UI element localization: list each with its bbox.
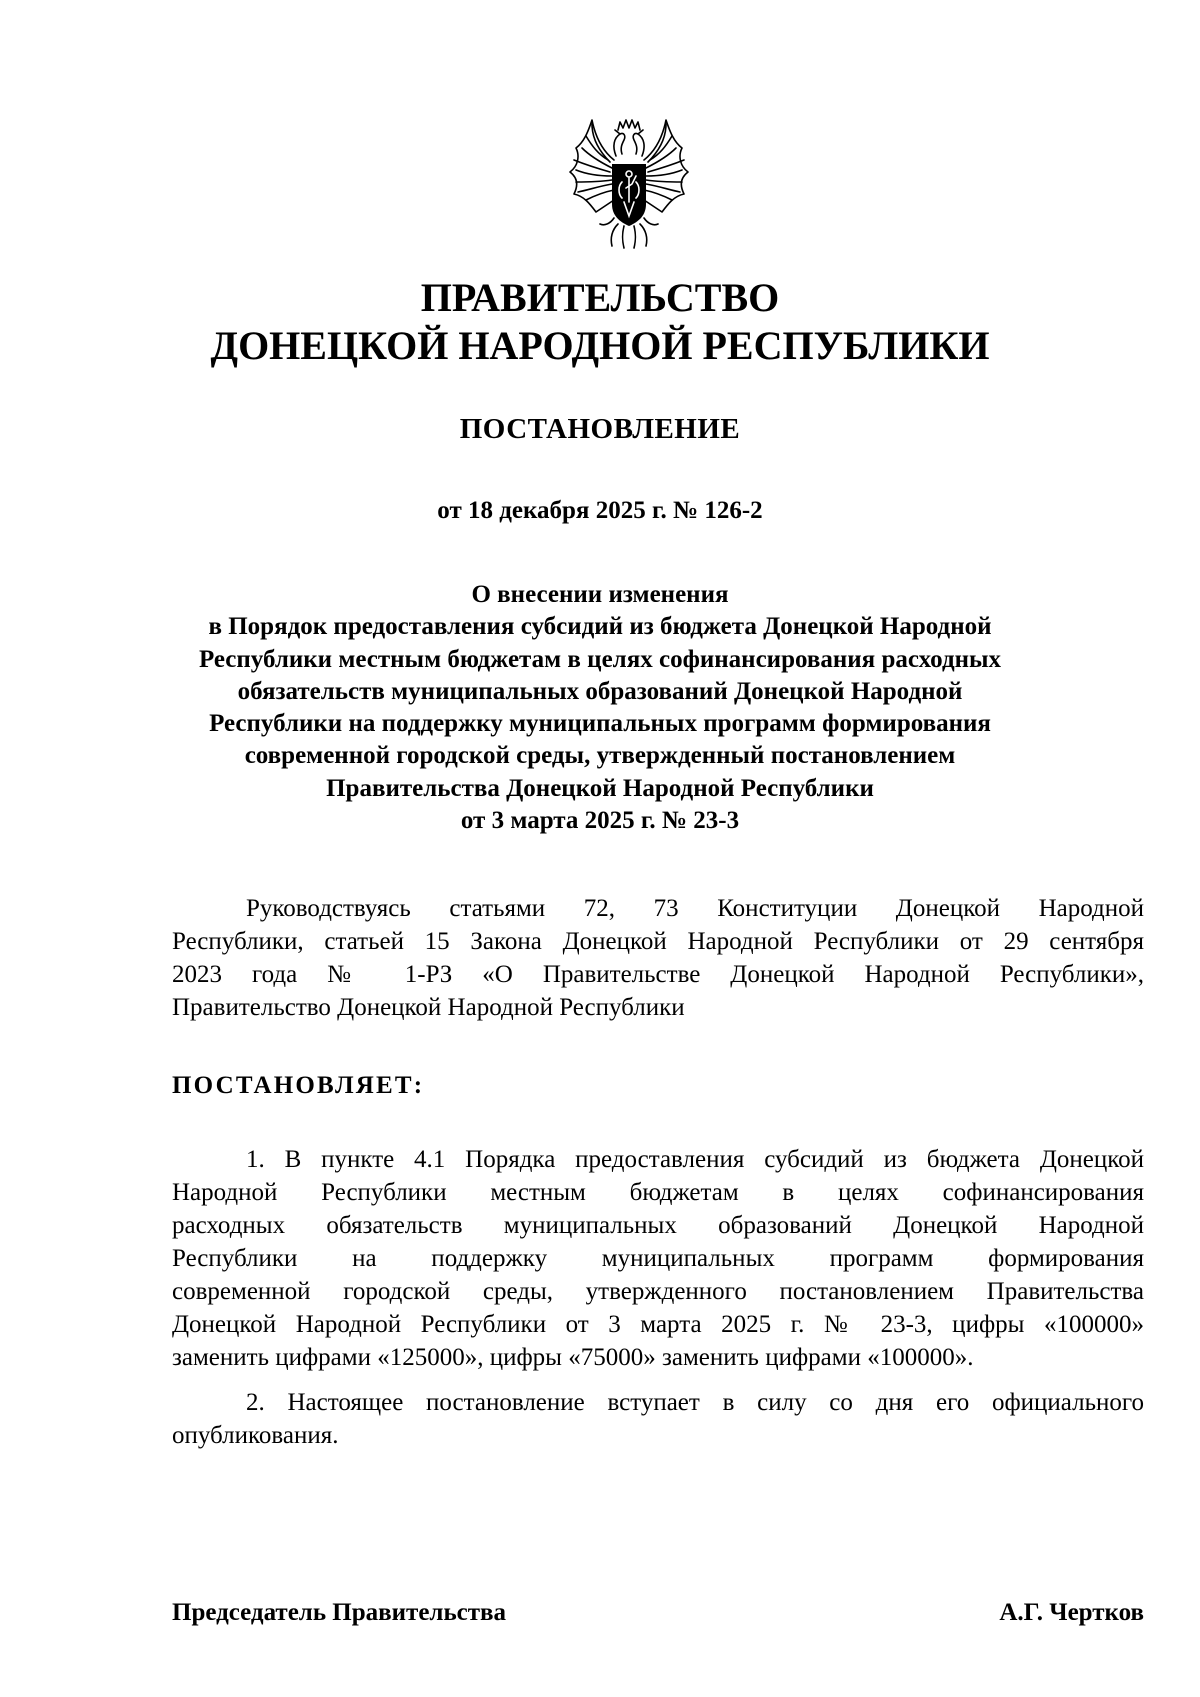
paragraph-line: Правительство Донецкой Народной Республики bbox=[172, 994, 685, 1021]
subject-line: Республики местным бюджетам в целях софинансирования расходных bbox=[198, 645, 1002, 673]
paragraph-line: Республики на поддержку муниципальных программ формирования bbox=[172, 1245, 1144, 1272]
paragraph-line: опубликования. bbox=[172, 1422, 339, 1449]
subject-line: обязательств муниципальных образований Донецкой Народной bbox=[237, 677, 963, 705]
subject-line: от 3 марта 2025 г. № 23-3 bbox=[460, 807, 740, 835]
paragraph-line: Донецкой Народной Республики от 3 марта 2025 г. № 23-3, цифры «100000» bbox=[172, 1311, 1144, 1338]
paragraph-line: расходных обязательств муниципальных образований Донецкой Народной bbox=[172, 1212, 1144, 1239]
paragraph-line: 1. В пункте 4.1 Порядка предоставления субсидий из бюджета Донецкой bbox=[246, 1146, 1144, 1173]
government-title: ПРАВИТЕЛЬСТВО bbox=[420, 275, 780, 320]
subject-line: современной городской среды, утвержденный постановлением bbox=[244, 742, 956, 770]
paragraph-line: 2. Настоящее постановление вступает в силу со дня его официального bbox=[246, 1389, 1144, 1416]
signatory-position: Председатель Правительства bbox=[172, 1599, 507, 1626]
item-2-paragraph bbox=[172, 1386, 1144, 1452]
paragraph-line: современной городской среды, утвержденного постановлением Правительства bbox=[172, 1278, 1144, 1305]
preamble-paragraph bbox=[172, 892, 1144, 1024]
item-1-paragraph bbox=[172, 1143, 1144, 1374]
signatory-name: А.Г. Чертков bbox=[999, 1599, 1144, 1626]
document-subject bbox=[172, 579, 1028, 837]
paragraph-line: Народной Республики местным бюджетам в целях софинансирования bbox=[172, 1179, 1144, 1206]
coat-of-arms-icon bbox=[566, 112, 692, 252]
subject-line: Республики на поддержку муниципальных программ формирования bbox=[209, 710, 991, 738]
document-date-number: от 18 декабря 2025 г. № 126-2 bbox=[437, 497, 763, 524]
paragraph-line: заменить цифрами «125000», цифры «75000» заменить цифрами «100000». bbox=[172, 1344, 974, 1371]
document-type: ПОСТАНОВЛЕНИЕ bbox=[459, 413, 741, 445]
paragraph-line: Республики, статьей 15 Закона Донецкой Народной Республики от 29 сентября bbox=[172, 928, 1144, 955]
subject-line: в Порядок предоставления субсидий из бюджета Донецкой Народной bbox=[208, 613, 992, 641]
subject-line: О внесении изменения bbox=[471, 581, 729, 608]
republic-title: ДОНЕЦКОЙ НАРОДНОЙ РЕСПУБЛИКИ bbox=[210, 323, 990, 368]
subject-line: Правительства Донецкой Народной Республики bbox=[326, 774, 874, 802]
decree-heading: ПОСТАНОВЛЯЕТ: bbox=[172, 1072, 425, 1099]
paragraph-line: 2023 года № 1-РЗ «О Правительстве Донецкой Народной Республики», bbox=[172, 961, 1144, 988]
paragraph-line: Руководствуясь статьями 72, 73 Конституции Донецкой Народной bbox=[246, 895, 1144, 922]
